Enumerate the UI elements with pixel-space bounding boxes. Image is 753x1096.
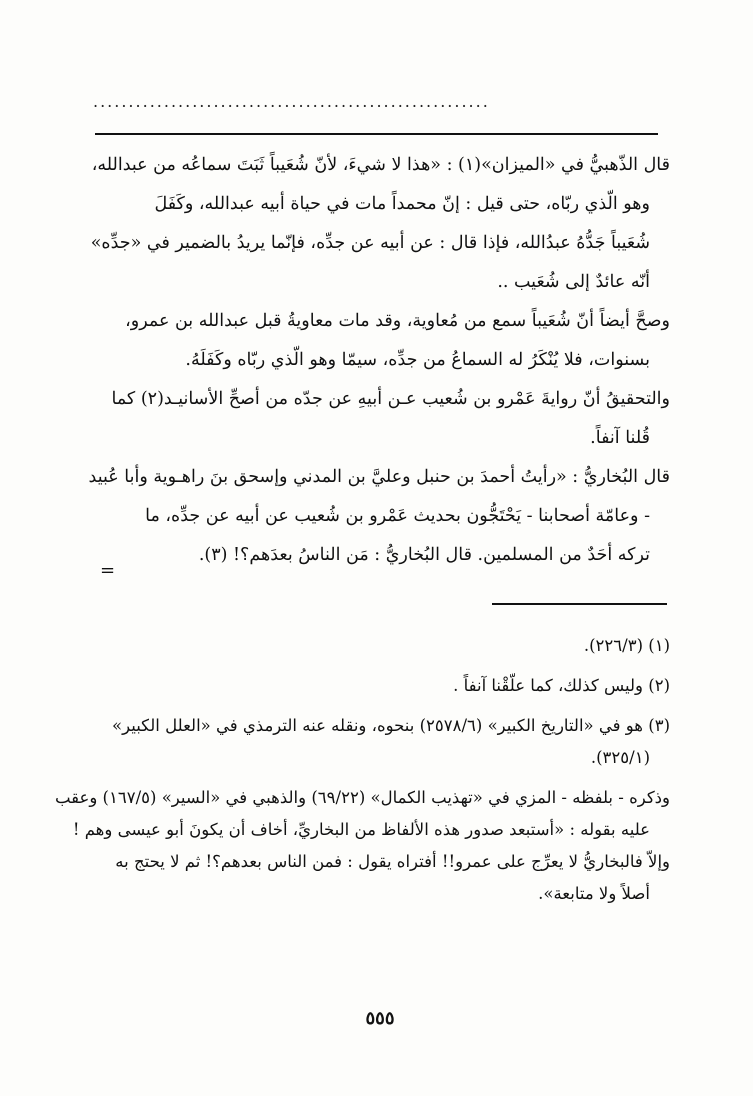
text-line: - وعامّة أصحابنا - يَحْتَجُّون بحديث عَمْرو بن شُعيب عن أبيه عن جدِّه، ما (145, 506, 650, 526)
footnote-line: (٣) هو في «التاريخ الكبير» (٢٥٧٨/٦) بنحوه، ونقله عنه الترمذي في «العلل الكبير» (112, 716, 670, 735)
text-line: قال الذّهبيُّ في «الميزان»(١) : «هذا لا شيءَ، لأنّ شُعَيباً ثَبَتَ سماعُه من عبدالله، (91, 155, 670, 175)
footnote-3 (95, 710, 670, 774)
footnotes (54, 630, 670, 910)
separator-dots: ........................................................ (93, 92, 490, 111)
main-text (88, 146, 670, 575)
footnote-1 (95, 630, 670, 662)
footnote-rule (492, 603, 667, 605)
footnote-line: وذكره - بلفظه - المزي في «تهذيب الكمال» (٦٩/٢٢) والذهبي في «السير» (١٦٧/٥) وعقب (54, 788, 670, 807)
paragraph-bukhari (88, 458, 670, 575)
footnote-line: عليه بقوله : «أستبعد صدور هذه الألفاظ من البخاريِّ، أخاف أن يكونَ أبو عيسى وهم ! (72, 820, 650, 839)
text-line: قُلنا آنفاً. (590, 428, 650, 448)
paragraph-dhahabi-quote (90, 146, 670, 302)
text-line: أنّه عائدٌ إلى شُعَيب .. (497, 272, 650, 292)
footnote-2 (95, 670, 670, 702)
text-line: قال البُخاريُّ : «رأيتُ أحمدَ بن حنبل وعليَّ بن المدني وإسحق بنَ راهـوية وأبا عُبيد (88, 467, 670, 487)
text-line: وهو الّذي ربّاه، حتى قيل : إنّ محمداً مات في حياة أبيه عبدالله، وكَفَلَ (154, 194, 650, 214)
text-line: بسنوات، فلا يُنْكَرُ له السماعُ من جدِّه، سيمّا وهو الّذي ربّاه وكَفَلَهُ. (185, 350, 650, 370)
footnote-line: (٣٢٥/١). (590, 748, 650, 767)
footnote-line: وإلاّ فالبخاريُّ لا يعرِّج على عمرو!! أفتراه يقول : فمن الناس بعدهم؟! ثم لا يحتج به (115, 852, 670, 871)
page-number: ٥٥٥ (365, 1008, 395, 1029)
continuation-mark: = (100, 560, 116, 581)
top-rule (95, 133, 658, 135)
footnote-line: (١) (٢٢٦/٣). (583, 636, 670, 655)
footnote-3-continued (54, 782, 670, 910)
paragraph-muawiya (95, 302, 670, 458)
text-line: تركه أحَدٌ من المسلمين. قال البُخاريُّ : مَن الناسُ بعدَهم؟! (٣). (198, 545, 650, 565)
text-line: والتحقيقُ أنّ روايةَ عَمْرو بن شُعيب عـن أبيهِ عن جدّه من أصحِّ الأسانيـد(٢) كما (111, 389, 670, 409)
text-line: شُعَيباً جَدُّهُ عبدُالله، فإذا قال : عن أبيه عن جدِّه، فإنّما يريدُ بالضمير في «جدِّه» (90, 233, 650, 253)
footnote-line: (٢) وليس كذلك، كما علّقْنا آنفاً . (453, 676, 670, 695)
footnote-line: أصلاً ولا متابعة». (538, 884, 650, 903)
text-line: وصحَّ أيضاً أنّ شُعَيباً سمع من مُعاوية، وقد مات معاويةُ قبل عبدالله بن عمرو، (125, 311, 670, 331)
